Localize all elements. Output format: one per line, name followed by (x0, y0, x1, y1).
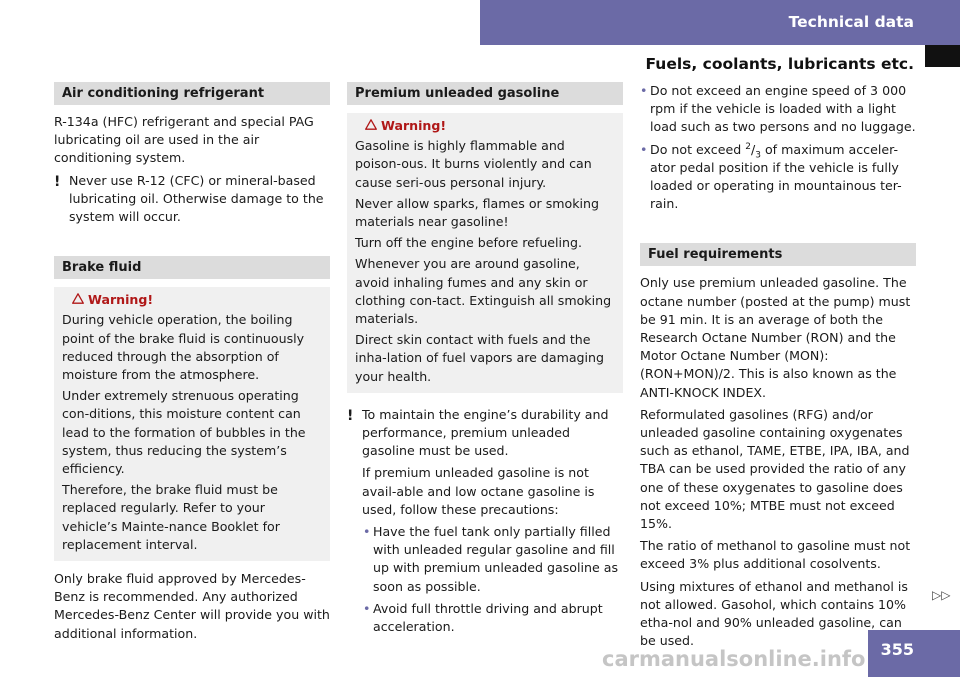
page-number: 355 (868, 630, 960, 677)
bullet-dot: • (640, 83, 648, 98)
gasoline-heading: Premium unleaded gasoline (347, 82, 623, 105)
bullet-dot: • (640, 141, 648, 157)
bullet-dot: • (363, 524, 371, 540)
fuel-para: Using mixtures of ethanol and methanol is not allowed. Gasohol, which contains 10% etha-nol and 90% unleaded gasoline, can be used. (640, 578, 908, 649)
warning-triangle-icon (365, 119, 377, 130)
fuel-requirements-heading: Fuel requirements (640, 243, 916, 266)
gasoline-warning-box (347, 113, 623, 393)
brake-warning-box (54, 287, 330, 561)
bullet-dot: • (363, 600, 371, 616)
list-item: • Do not exceed $^2/_3$ of maximum acceler-ator pedal position if the vehicle is fully loaded or operating in mountainous ter-rain. (640, 141, 902, 212)
list-item: • Have the fuel tank only partially filled with unleaded regular gasoline and fill up with premium unleaded gasoline as soon as possible. (363, 524, 619, 594)
gasoline-warning-para: Direct skin contact with fuels and the inha-lation of fuel vapors are damaging your health. (355, 332, 605, 384)
gasoline-warning-para: Whenever you are around gasoline, avoid inhaling fumes and any skin or clothing con-tact. Extinguish all smoking materials. (355, 256, 612, 327)
column-1 (54, 82, 330, 647)
fuel-para: Reformulated gasolines (RFG) and/or unleaded gasoline containing oxygenates such as ethanol, TAME, ETBE, IPA, IBA, and TBA can be used provided the ratio of any one of these oxygenates to gasoline does not exceed 10%; MTBE must not exceed 15%. (640, 406, 910, 532)
brake-warning-para: Under extremely strenuous operating con-ditions, this moisture content can lead to the formation of bubbles in the system, thus reducing the system’s efficiency. (62, 388, 306, 477)
gasoline-note-text: To maintain the engine’s durability and performance, premium unleaded gasoline must be used. (362, 406, 609, 459)
list-item: • Do not exceed an engine speed of 3 000 rpm if the vehicle is loaded with a light load such as two persons and no luggage. (640, 83, 916, 135)
next-page-arrow-icon: ▷▷ (932, 588, 951, 602)
caution-mark-icon: ! (54, 173, 61, 190)
brake-text: Only brake fluid approved by Mercedes-Benz is recommended. Any authorized Mercedes-Benz Center will provide you with additional information. (54, 571, 330, 641)
ac-note-text: Never use R-12 (CFC) or mineral-based lubricating oil. Otherwise damage to the system will occur. (69, 172, 324, 225)
brake-heading: Brake fluid (54, 256, 330, 279)
list-item: • Avoid full throttle driving and abrupt acceleration. (363, 600, 603, 635)
caution-mark-icon: ! (347, 407, 354, 424)
ac-text: R-134a (HFC) refrigerant and special PAG lubricating oil are used in the air conditioning system. (54, 114, 314, 166)
ac-note (54, 172, 330, 227)
section-title: Technical data (788, 13, 914, 31)
gasoline-warning-para: Turn off the engine before refueling. (355, 235, 583, 251)
ac-heading: Air conditioning refrigerant (54, 82, 330, 105)
fuel-para: The ratio of methanol to gasoline must not exceed 3% plus additional cosolvents. (640, 538, 911, 572)
brake-warning-title: Warning! (62, 291, 322, 309)
gasoline-warning-para: Gasoline is highly flammable and poison-ous. It burns violently and can cause seri-ous personal injury. (355, 138, 592, 190)
column-3 (640, 82, 916, 654)
gasoline-warning-para: Never allow sparks, flames or smoking materials near gasoline! (355, 195, 600, 230)
column-2 (347, 82, 623, 640)
gasoline-note (347, 406, 623, 461)
header-tab (480, 0, 960, 45)
gasoline-warning-title: Warning! (355, 117, 615, 135)
gasoline-note-cont: If premium unleaded gasoline is not avail-able and low octane gasoline is used, follow these precautions: (362, 465, 595, 517)
subsection-title: Fuels, coolants, lubricants etc. (645, 55, 914, 73)
brake-warning-para: During vehicle operation, the boiling point of the brake fluid is continuously reduced through the absorption of moisture from the atmosphere. (62, 312, 305, 383)
fuel-para: Only use premium unleaded gasoline. The octane number (posted at the pump) must be 91 min. It is an average of both the Research Octane Number (RON) and the Motor Octane Number (MON): (RON+MON)/2. This is also known as the ANTI-KNOCK INDEX. (640, 275, 911, 400)
brake-warning-para: Therefore, the brake fluid must be replaced regularly. Refer to your vehicle’s Mainte-nance Booklet for replacement interval. (62, 482, 280, 552)
watermark: carmanualsonline.info (602, 647, 866, 671)
warning-triangle-icon (72, 293, 84, 304)
header-marker (925, 45, 960, 67)
